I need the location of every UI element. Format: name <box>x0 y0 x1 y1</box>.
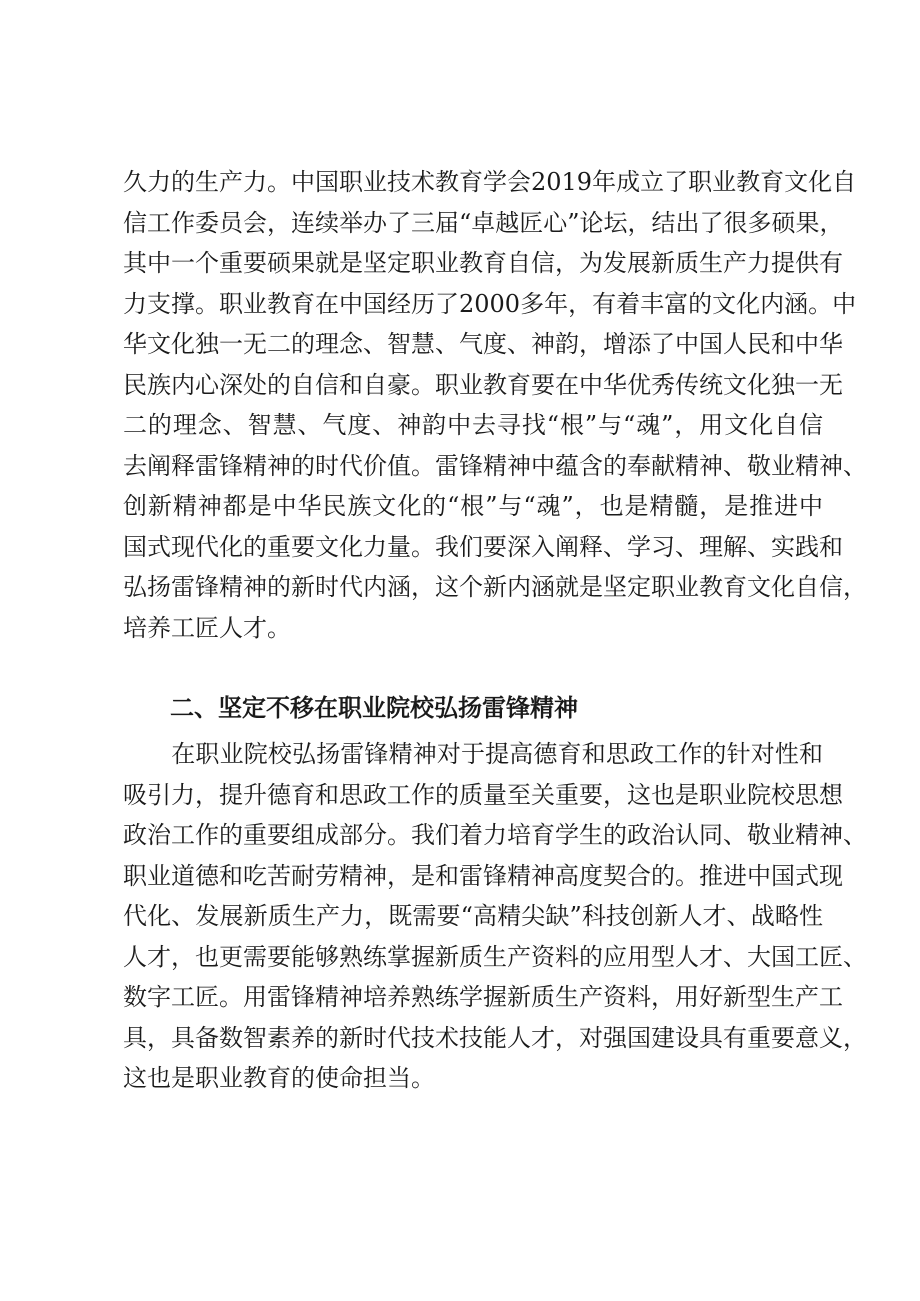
paragraph-line: 政治工作的重要组成部分。我们着力培育学生的政治认同、敬业精神、 <box>123 821 867 849</box>
paragraph-line: 华文化独一无二的理念、智慧、气度、神韵，增添了中国人民和中华 <box>123 330 843 358</box>
paragraph-2 <box>123 734 867 1099</box>
paragraph-line: 职业道德和吃苦耐劳精神，是和雷锋精神高度契合的。推进中国式现 <box>123 861 843 890</box>
paragraph-line: 久力的生产力。中国职业技术教育学会2019年成立了职业教育文化自 <box>123 168 857 196</box>
paragraph-line: 代化、发展新质生产力，既需要“高精尖缺”科技创新人才、战略性 <box>123 902 823 930</box>
paragraph-line: 具，具备数智素养的新时代技术技能人才，对强国建设具有重要意义， <box>123 1023 867 1052</box>
paragraph-line: 培养工匠人才。 <box>123 613 291 642</box>
paragraph-line: 在职业院校弘扬雷锋精神对于提高德育和思政工作的针对性和 <box>123 740 823 768</box>
paragraph-line: 人才，也更需要能够熟练掌握新质生产资料的应用型人才、大国工匠、 <box>123 942 867 971</box>
paragraph-line: 数字工匠。用雷锋精神培养熟练学握新质生产资料，用好新型生产工 <box>123 983 843 1011</box>
paragraph-line: 去阐释雷锋精神的时代价值。雷锋精神中蕴含的奉献精神、敬业精神、 <box>123 451 867 480</box>
paragraph-line: 国式现代化的重要文化力量。我们要深入阐释、学习、理解、实践和 <box>123 532 843 561</box>
paragraph-line: 力支撑。职业教育在中国经历了2000多年，有着丰富的文化内涵。中 <box>123 289 857 318</box>
paragraph-line: 弘扬雷锋精神的新时代内涵，这个新内涵就是坚定职业教育文化自信， <box>123 573 867 601</box>
paragraph-line: 民族内心深处的自信和自豪。职业教育要在中华优秀传统文化独一无 <box>123 370 843 399</box>
paragraph-line: 创新精神都是中华民族文化的“根”与“魂”，也是精髓，是推进中 <box>123 492 823 520</box>
section-heading: 二、坚定不移在职业院校弘扬雷锋精神 <box>170 694 578 722</box>
paragraph-line: 吸引力，提升德育和思政工作的质量至关重要，这也是职业院校思想 <box>123 780 843 809</box>
paragraph-line: 其中一个重要硕果就是坚定职业教育自信，为发展新质生产力提供有 <box>123 249 843 277</box>
paragraph-line: 这也是职业教育的使命担当。 <box>123 1064 435 1092</box>
paragraph-1 <box>123 162 867 648</box>
paragraph-line: 二的理念、智慧、气度、神韵中去寻找“根”与“魂”，用文化自信 <box>123 411 823 439</box>
paragraph-line: 信工作委员会，连续举办了三届“卓越匠心”论坛，结出了很多硕果， <box>123 208 844 237</box>
